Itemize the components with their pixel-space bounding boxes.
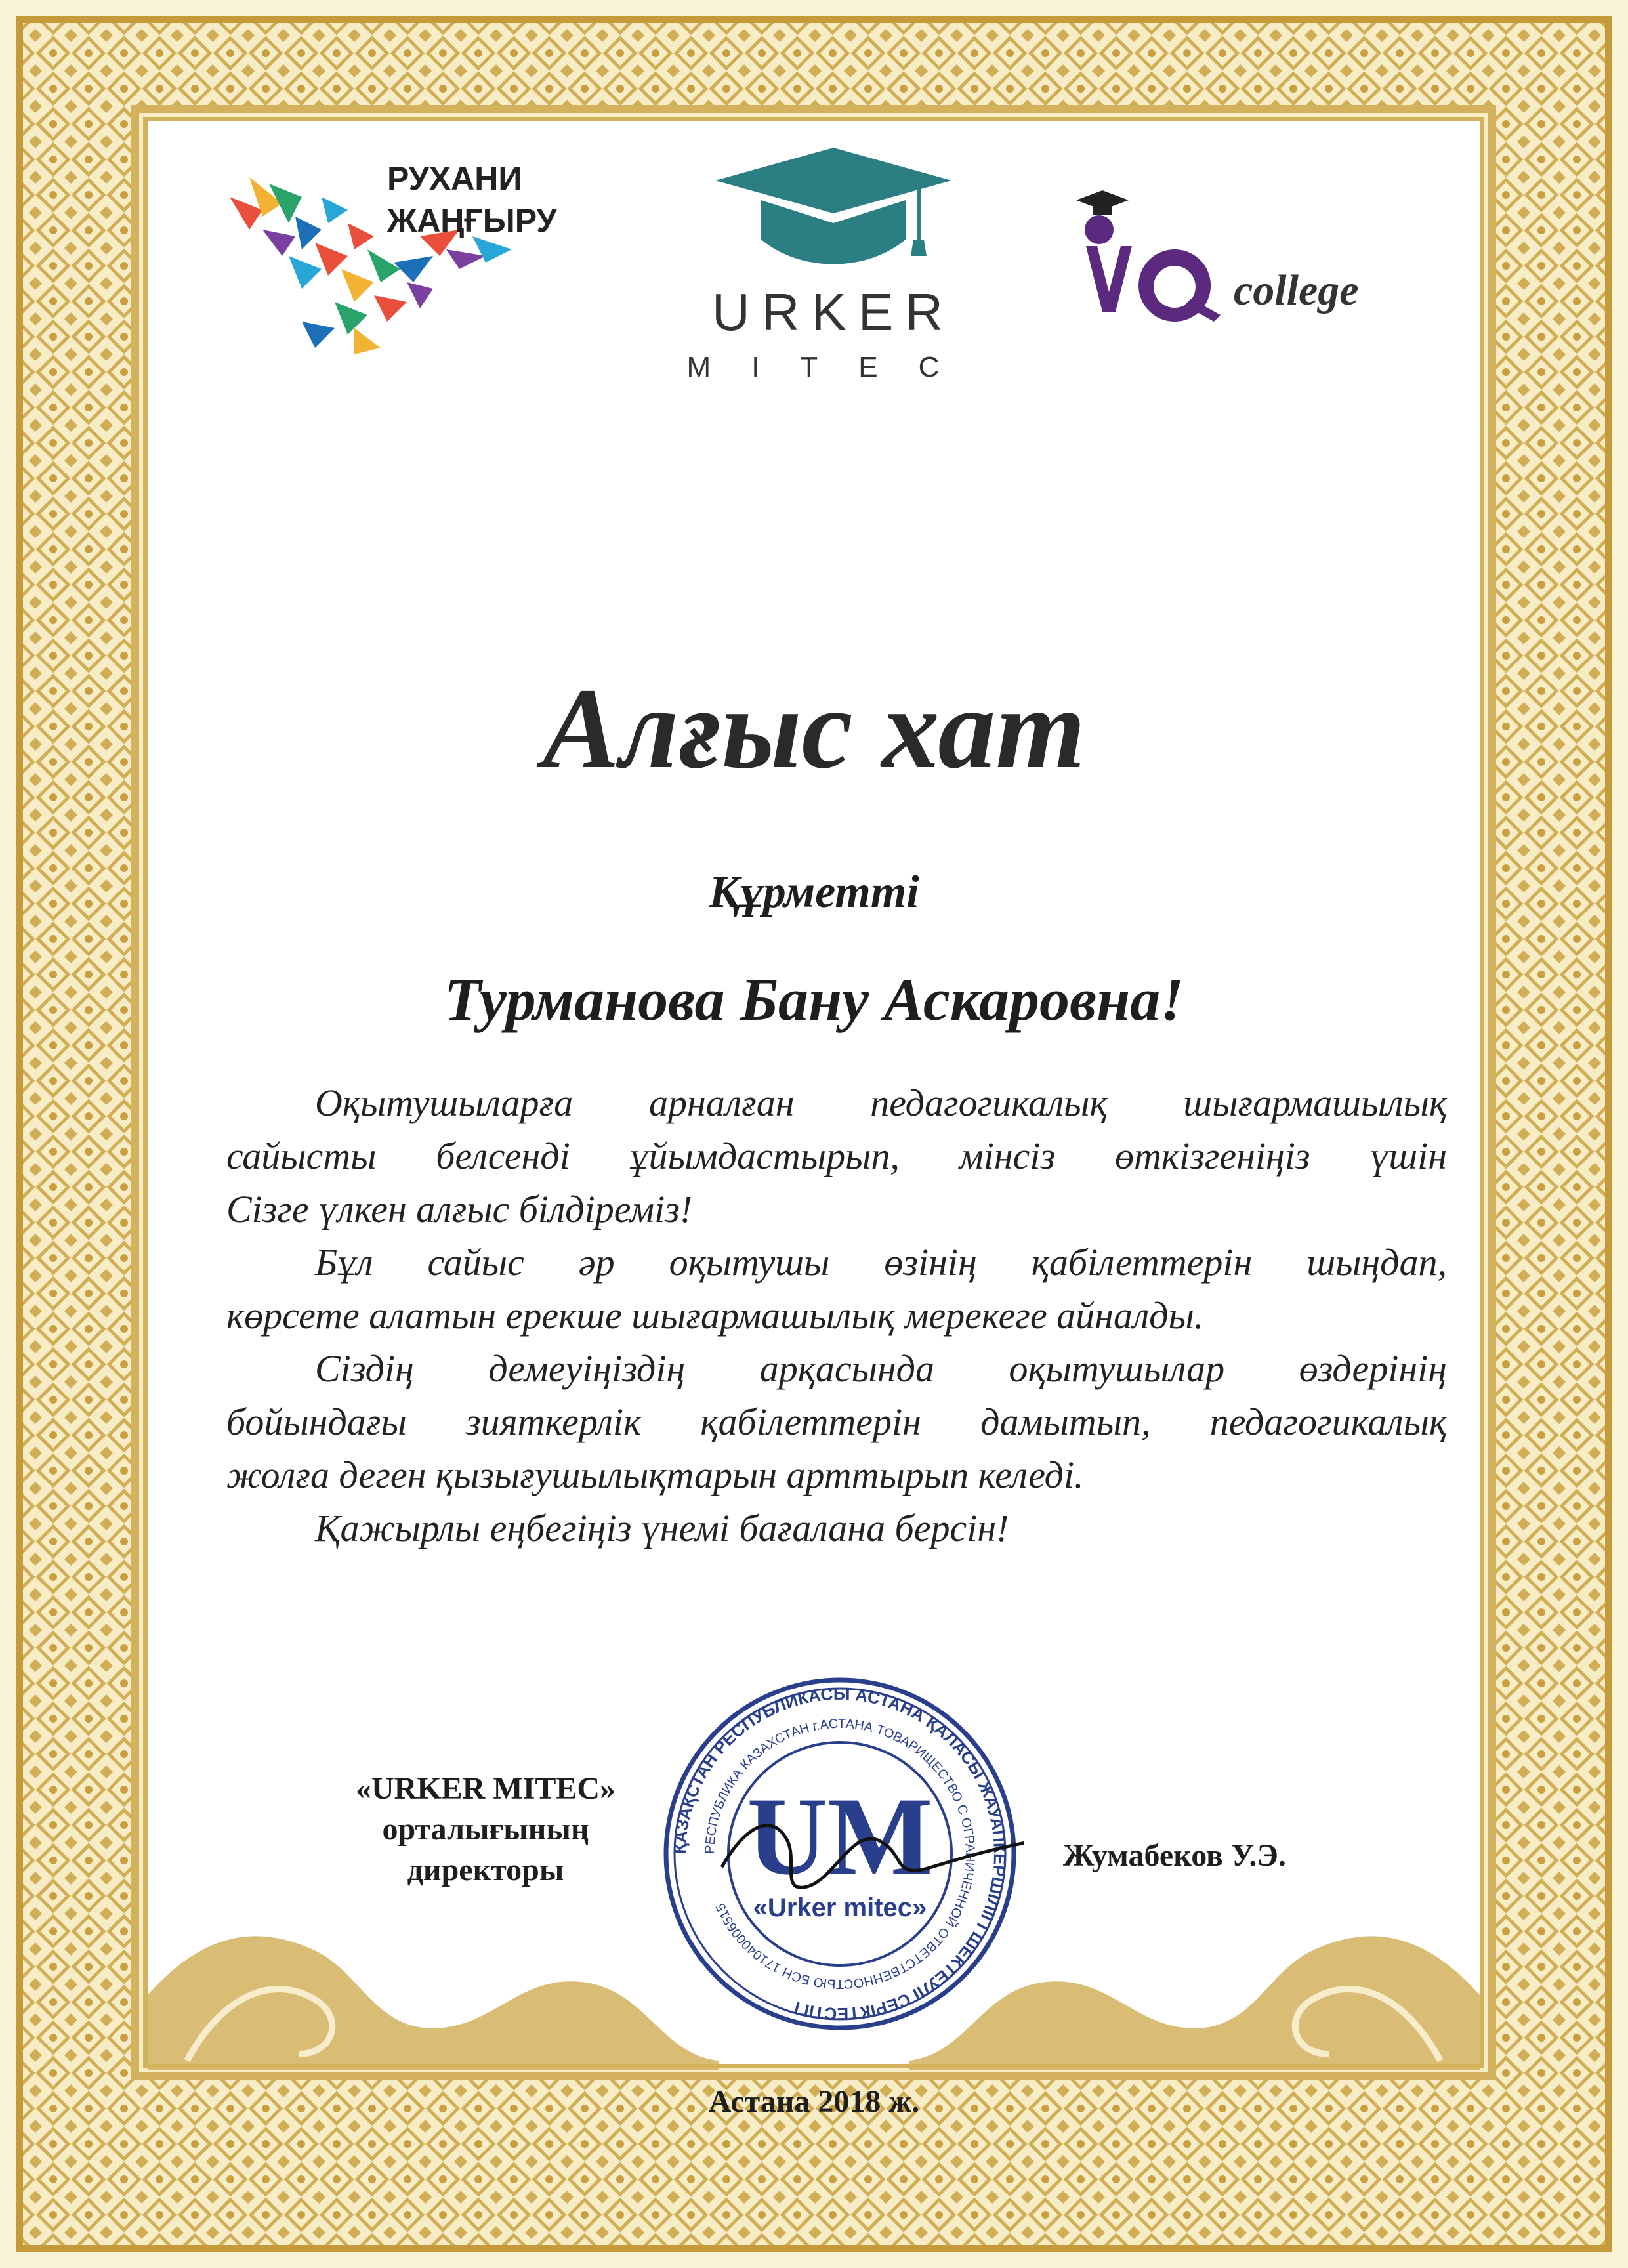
body-line: Сіздің демеуіңіздің арқасында оқытушылар өздерінің [315, 1347, 1447, 1390]
ruhani-line1: РУХАНИ [387, 160, 522, 197]
body-line: көрсете алатын ерекше шығармашылық мерекеге айналды. [226, 1294, 1204, 1337]
body-paragraph-2 [226, 1236, 1447, 1342]
director-title [328, 1769, 643, 1891]
director-line1: «URKER MITEC» [355, 1771, 616, 1806]
director-line2: орталығының [382, 1812, 589, 1847]
body-line: Оқытушыларға арналған педагогикалық шығармашылық [315, 1082, 1447, 1124]
signer-name: Жумабеков У.Э. [1063, 1838, 1286, 1873]
body-paragraph-1 [226, 1076, 1447, 1236]
graduation-cap-icon [702, 141, 965, 279]
place-and-date: Астана 2018 ж. [708, 2084, 920, 2119]
director-line3: директоры [407, 1853, 564, 1887]
body-line: жолға деген қызығушылықтарын арттырып келеді. [226, 1454, 1084, 1496]
document-title: Алғыс хат [542, 665, 1086, 793]
recipient-name: Турманова Бану Аскаровна! [444, 966, 1184, 1033]
yq-college-logo-icon [1070, 180, 1240, 325]
urker-logo-sub: MITEC [686, 351, 980, 383]
official-seal-stamp [656, 1670, 1024, 2038]
seal-outer-ring-text: ҚАЗАҚСТАН РЕСПУБЛИКАСЫ АСТАНА ҚАЛАСЫ ЖАУАПКЕРШІЛІГІ ШЕКТЕУЛІ СЕРІКТЕСТІГІ [669, 1683, 1011, 2025]
body-line: Сізге үлкен алғыс білдіреміз! [226, 1188, 693, 1230]
body-line: бойындағы зияткерлік қабілеттерін дамытып, педагогикалық [226, 1400, 1447, 1443]
urker-logo-name: URKER [711, 283, 955, 341]
seal-letters: UM [747, 1774, 933, 1898]
body-line: Бұл сайыс әр оқытушы өзінің қабілеттерін шыңдап, [315, 1241, 1447, 1284]
yq-college-text: college [1234, 266, 1359, 314]
body-paragraph-4 [226, 1502, 1447, 1555]
seal-name: «Urker mitec» [753, 1893, 927, 1922]
body-line: сайысты белсенді ұйымдастырып, мінсіз өткізгеніңіз үшін [226, 1135, 1447, 1177]
ruhani-logo-text [387, 158, 557, 242]
body-paragraph-3 [226, 1342, 1447, 1502]
greeting: Құрметті [709, 867, 919, 917]
ruhani-line2: ЖАҢҒЫРУ [387, 202, 557, 239]
seal-inner-ring-text: РЕСПУБЛИКА КАЗАХСТАН г.АСТАНА ТОВАРИЩЕСТВО С ОГРАНИЧЕННОЙ ОТВЕТСТВЕННОСТЬЮ БСН 171040006515 [702, 1716, 978, 1992]
body-line: Қажырлы еңбегіңіз үнемі бағалана берсін! [315, 1507, 1009, 1549]
